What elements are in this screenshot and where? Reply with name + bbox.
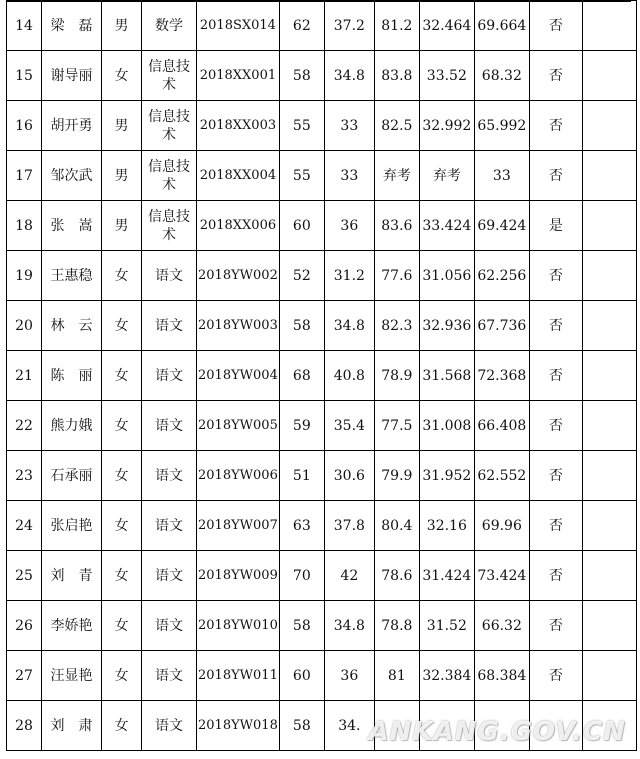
- watermark: ANKANG.GOV.CN: [368, 717, 626, 747]
- interview-score-cell[interactable]: 81: [374, 651, 419, 701]
- interview-score-cell[interactable]: 79.9: [374, 451, 419, 501]
- interview-weighted-cell[interactable]: 31.568: [419, 351, 474, 401]
- total-score-cell[interactable]: 66.32: [474, 601, 529, 651]
- exam-id-cell[interactable]: 2018YW010: [197, 601, 280, 651]
- exam-id-cell[interactable]: 2018YW005: [197, 401, 280, 451]
- gender-cell[interactable]: 女: [102, 351, 142, 401]
- subject-cell[interactable]: 语文: [142, 501, 197, 551]
- exam-id-cell[interactable]: 2018YW006: [197, 451, 280, 501]
- subject-text-line: 术: [162, 76, 176, 93]
- row-number-cell[interactable]: 19: [7, 251, 42, 301]
- gender-cell[interactable]: 女: [102, 601, 142, 651]
- written-weighted-cell[interactable]: 37.8: [324, 501, 374, 551]
- empty-cell[interactable]: [582, 601, 636, 651]
- written-score-cell[interactable]: 58: [279, 601, 324, 651]
- interview-score-cell[interactable]: 82.5: [374, 101, 419, 151]
- gender-cell[interactable]: 男: [102, 201, 142, 251]
- interview-weighted-cell[interactable]: 32.992: [419, 101, 474, 151]
- written-score-cell[interactable]: 70: [279, 551, 324, 601]
- empty-cell[interactable]: [582, 651, 636, 701]
- selected-cell[interactable]: 否: [529, 551, 582, 601]
- total-score-cell[interactable]: 69.424: [474, 201, 529, 251]
- written-weighted-cell[interactable]: 34.8: [324, 301, 374, 351]
- interview-weighted-cell[interactable]: 32.16: [419, 501, 474, 551]
- written-weighted-cell[interactable]: 34.8: [324, 601, 374, 651]
- gender-cell[interactable]: 女: [102, 701, 142, 751]
- written-weighted-cell[interactable]: 30.6: [324, 451, 374, 501]
- table-body: [7, 1, 637, 751]
- subject-text-line: 信息技: [148, 208, 190, 225]
- empty-cell[interactable]: [582, 1, 636, 51]
- gender-cell[interactable]: 女: [102, 501, 142, 551]
- empty-cell[interactable]: [582, 51, 636, 101]
- subject-cell[interactable]: 语文: [142, 551, 197, 601]
- empty-cell[interactable]: [582, 151, 636, 201]
- total-score-cell[interactable]: 69.664: [474, 1, 529, 51]
- table-row: [7, 251, 637, 301]
- name-cell[interactable]: 陈 丽: [42, 351, 102, 401]
- interview-score-cell[interactable]: 78.9: [374, 351, 419, 401]
- subject-cell[interactable]: 数学: [142, 1, 197, 51]
- selected-cell[interactable]: 否: [529, 401, 582, 451]
- interview-score-cell[interactable]: 83.8: [374, 51, 419, 101]
- subject-cell[interactable]: 语文: [142, 301, 197, 351]
- row-number-cell[interactable]: 18: [7, 201, 42, 251]
- interview-weighted-cell[interactable]: 32.464: [419, 1, 474, 51]
- written-weighted-cell[interactable]: 33: [324, 151, 374, 201]
- written-score-cell[interactable]: 58: [279, 701, 324, 751]
- written-weighted-cell[interactable]: 42: [324, 551, 374, 601]
- interview-weighted-cell[interactable]: 32.384: [419, 651, 474, 701]
- subject-cell[interactable]: 语文: [142, 451, 197, 501]
- subject-cell[interactable]: 语文: [142, 251, 197, 301]
- gender-cell[interactable]: 男: [102, 151, 142, 201]
- interview-weighted-cell[interactable]: 31.952: [419, 451, 474, 501]
- table-row: [7, 501, 637, 551]
- written-weighted-cell[interactable]: 36: [324, 201, 374, 251]
- written-weighted-cell[interactable]: 33: [324, 101, 374, 151]
- row-number-cell[interactable]: 17: [7, 151, 42, 201]
- name-cell[interactable]: 梁 磊: [42, 1, 102, 51]
- exam-id-cell[interactable]: 2018SX014: [197, 1, 280, 51]
- subject-text-line: 术: [162, 126, 176, 143]
- written-weighted-cell[interactable]: 37.2: [324, 1, 374, 51]
- gender-cell[interactable]: 女: [102, 51, 142, 101]
- gender-cell[interactable]: 女: [102, 551, 142, 601]
- total-score-cell[interactable]: 72.368: [474, 351, 529, 401]
- exam-id-cell[interactable]: 2018YW011: [197, 651, 280, 701]
- written-score-cell[interactable]: 63: [279, 501, 324, 551]
- table-row: [7, 1, 637, 51]
- interview-weighted-cell[interactable]: 弃考: [419, 151, 474, 201]
- interview-score-cell[interactable]: 78.6: [374, 551, 419, 601]
- name-cell[interactable]: 邹次武: [42, 151, 102, 201]
- row-number-cell[interactable]: 25: [7, 551, 42, 601]
- empty-cell[interactable]: [582, 401, 636, 451]
- selected-cell[interactable]: 否: [529, 601, 582, 651]
- interview-score-cell[interactable]: 78.8: [374, 601, 419, 651]
- subject-cell[interactable]: [142, 201, 197, 251]
- total-score-cell[interactable]: 73.424: [474, 551, 529, 601]
- subject-cell[interactable]: 语文: [142, 601, 197, 651]
- table-row: [7, 651, 637, 701]
- row-number-cell[interactable]: 26: [7, 601, 42, 651]
- selected-cell[interactable]: 否: [529, 451, 582, 501]
- selected-cell[interactable]: 是: [529, 201, 582, 251]
- table-row: [7, 401, 637, 451]
- total-score-cell[interactable]: 67.736: [474, 301, 529, 351]
- written-weighted-cell[interactable]: 34.8: [324, 51, 374, 101]
- empty-cell[interactable]: [582, 301, 636, 351]
- subject-text-line: 术: [162, 226, 176, 243]
- written-score-cell[interactable]: 55: [279, 101, 324, 151]
- total-score-cell[interactable]: 33: [474, 151, 529, 201]
- name-cell[interactable]: 张启艳: [42, 501, 102, 551]
- exam-id-cell[interactable]: 2018XX004: [197, 151, 280, 201]
- exam-id-cell[interactable]: 2018XX006: [197, 201, 280, 251]
- name-cell[interactable]: 张 嵩: [42, 201, 102, 251]
- interview-weighted-cell[interactable]: 31.424: [419, 551, 474, 601]
- row-number-cell[interactable]: 14: [7, 1, 42, 51]
- subject-text-line: 信息技: [148, 108, 190, 125]
- empty-cell[interactable]: [582, 451, 636, 501]
- gender-cell[interactable]: 女: [102, 301, 142, 351]
- selected-cell[interactable]: 否: [529, 301, 582, 351]
- gender-cell[interactable]: 女: [102, 651, 142, 701]
- written-weighted-cell[interactable]: 35.4: [324, 401, 374, 451]
- written-score-cell[interactable]: 58: [279, 51, 324, 101]
- empty-cell[interactable]: [582, 551, 636, 601]
- written-weighted-cell[interactable]: 40.8: [324, 351, 374, 401]
- results-table: [6, 0, 637, 751]
- row-number-cell[interactable]: 15: [7, 51, 42, 101]
- subject-cell[interactable]: 语文: [142, 401, 197, 451]
- selected-cell[interactable]: 否: [529, 151, 582, 201]
- exam-id-cell[interactable]: 2018YW009: [197, 551, 280, 601]
- written-weighted-cell[interactable]: 31.2: [324, 251, 374, 301]
- total-score-cell[interactable]: 66.408: [474, 401, 529, 451]
- name-cell[interactable]: 刘 青: [42, 551, 102, 601]
- interview-weighted-cell[interactable]: 32.936: [419, 301, 474, 351]
- name-cell[interactable]: 熊力娥: [42, 401, 102, 451]
- table-row: [7, 451, 637, 501]
- name-cell[interactable]: 刘 肃: [42, 701, 102, 751]
- name-cell[interactable]: 谢导丽: [42, 51, 102, 101]
- interview-weighted-cell[interactable]: 33.424: [419, 201, 474, 251]
- name-cell[interactable]: 汪显艳: [42, 651, 102, 701]
- subject-cell[interactable]: 语文: [142, 351, 197, 401]
- selected-cell[interactable]: 否: [529, 101, 582, 151]
- total-score-cell[interactable]: 68.32: [474, 51, 529, 101]
- total-score-cell[interactable]: 68.384: [474, 651, 529, 701]
- subject-cell[interactable]: [142, 151, 197, 201]
- written-score-cell[interactable]: 60: [279, 201, 324, 251]
- empty-cell[interactable]: [582, 351, 636, 401]
- interview-weighted-cell[interactable]: 31.52: [419, 601, 474, 651]
- name-cell[interactable]: 李娇艳: [42, 601, 102, 651]
- gender-cell[interactable]: 男: [102, 101, 142, 151]
- subject-text-line: 信息技: [148, 158, 190, 175]
- row-number-cell[interactable]: 16: [7, 101, 42, 151]
- exam-id-cell[interactable]: 2018YW018: [197, 701, 280, 751]
- subject-text-line: 信息技: [148, 58, 190, 75]
- interview-weighted-cell[interactable]: 31.056: [419, 251, 474, 301]
- selected-cell[interactable]: 否: [529, 501, 582, 551]
- interview-score-cell[interactable]: 82.3: [374, 301, 419, 351]
- written-weighted-cell[interactable]: 34.: [324, 701, 374, 751]
- gender-cell[interactable]: 女: [102, 401, 142, 451]
- table-row: [7, 201, 637, 251]
- interview-score-cell[interactable]: 83.6: [374, 201, 419, 251]
- interview-score-cell[interactable]: 80.4: [374, 501, 419, 551]
- subject-cell[interactable]: [142, 51, 197, 101]
- written-score-cell[interactable]: 68: [279, 351, 324, 401]
- name-cell[interactable]: 林 云: [42, 301, 102, 351]
- empty-cell[interactable]: [582, 201, 636, 251]
- selected-cell[interactable]: 否: [529, 251, 582, 301]
- row-number-cell[interactable]: 23: [7, 451, 42, 501]
- total-score-cell[interactable]: 62.256: [474, 251, 529, 301]
- exam-id-cell[interactable]: 2018YW002: [197, 251, 280, 301]
- total-score-cell[interactable]: 65.992: [474, 101, 529, 151]
- gender-cell[interactable]: 女: [102, 451, 142, 501]
- exam-id-cell[interactable]: 2018YW004: [197, 351, 280, 401]
- subject-cell[interactable]: [142, 101, 197, 151]
- name-cell[interactable]: 胡开勇: [42, 101, 102, 151]
- row-number-cell[interactable]: 21: [7, 351, 42, 401]
- total-score-cell[interactable]: 69.96: [474, 501, 529, 551]
- written-score-cell[interactable]: 51: [279, 451, 324, 501]
- table-row: [7, 301, 637, 351]
- table-row: [7, 51, 637, 101]
- row-number-cell[interactable]: 24: [7, 501, 42, 551]
- table-row: [7, 551, 637, 601]
- row-number-cell[interactable]: 22: [7, 401, 42, 451]
- interview-score-cell[interactable]: 77.6: [374, 251, 419, 301]
- selected-cell[interactable]: 否: [529, 1, 582, 51]
- exam-id-cell[interactable]: 2018XX003: [197, 101, 280, 151]
- interview-score-cell[interactable]: 弃考: [374, 151, 419, 201]
- written-score-cell[interactable]: 52: [279, 251, 324, 301]
- empty-cell[interactable]: [582, 251, 636, 301]
- subject-cell[interactable]: 语文: [142, 701, 197, 751]
- interview-score-cell[interactable]: 77.5: [374, 401, 419, 451]
- table-row: [7, 351, 637, 401]
- row-number-cell[interactable]: 28: [7, 701, 42, 751]
- empty-cell[interactable]: [582, 501, 636, 551]
- table-row: [7, 101, 637, 151]
- exam-id-cell[interactable]: 2018XX001: [197, 51, 280, 101]
- row-number-cell[interactable]: 20: [7, 301, 42, 351]
- gender-cell[interactable]: 女: [102, 251, 142, 301]
- written-score-cell[interactable]: 60: [279, 651, 324, 701]
- total-score-cell[interactable]: 62.552: [474, 451, 529, 501]
- selected-cell[interactable]: 否: [529, 351, 582, 401]
- name-cell[interactable]: 石承丽: [42, 451, 102, 501]
- written-score-cell[interactable]: 59: [279, 401, 324, 451]
- interview-weighted-cell[interactable]: 33.52: [419, 51, 474, 101]
- interview-weighted-cell[interactable]: 31.008: [419, 401, 474, 451]
- written-weighted-cell[interactable]: 36: [324, 651, 374, 701]
- gender-cell[interactable]: 男: [102, 1, 142, 51]
- subject-text-line: 术: [162, 176, 176, 193]
- written-score-cell[interactable]: 55: [279, 151, 324, 201]
- selected-cell[interactable]: 否: [529, 51, 582, 101]
- table-row: [7, 601, 637, 651]
- table-row: [7, 151, 637, 201]
- subject-cell[interactable]: 语文: [142, 651, 197, 701]
- name-cell[interactable]: 王惠稳: [42, 251, 102, 301]
- written-score-cell[interactable]: 58: [279, 301, 324, 351]
- written-score-cell[interactable]: 62: [279, 1, 324, 51]
- interview-score-cell[interactable]: 81.2: [374, 1, 419, 51]
- empty-cell[interactable]: [582, 101, 636, 151]
- selected-cell[interactable]: 否: [529, 651, 582, 701]
- exam-id-cell[interactable]: 2018YW007: [197, 501, 280, 551]
- row-number-cell[interactable]: 27: [7, 651, 42, 701]
- exam-id-cell[interactable]: 2018YW003: [197, 301, 280, 351]
